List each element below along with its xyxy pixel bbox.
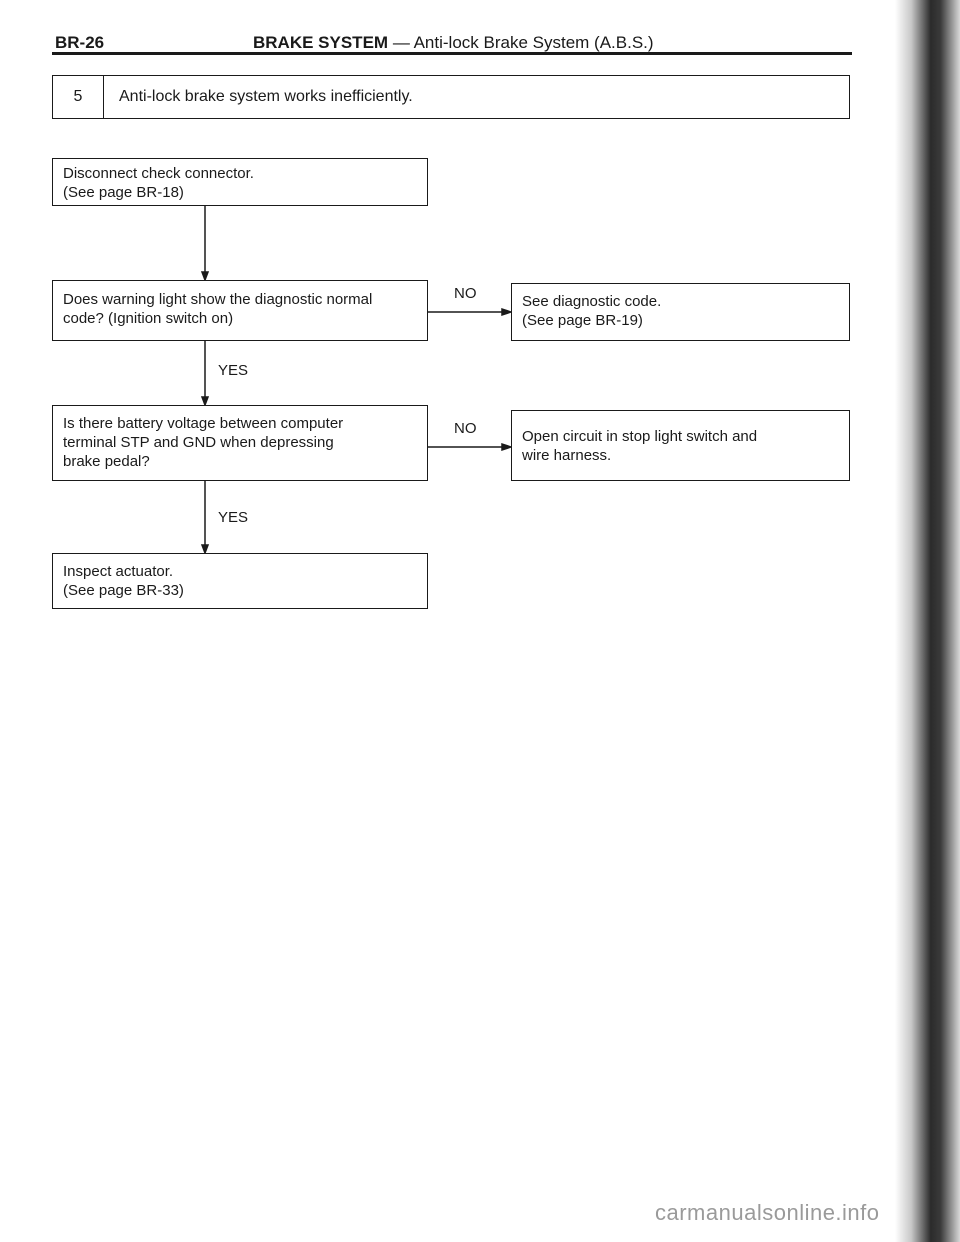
page-number: BR-26 <box>55 33 105 52</box>
page-binding-edge <box>895 0 960 1242</box>
step-text: See diagnostic code. <box>522 293 662 310</box>
step-text: code? (Ignition switch on) <box>63 310 234 327</box>
no-label: NO <box>454 285 477 302</box>
yes-label: YES <box>218 362 249 379</box>
no-label: NO <box>454 420 477 437</box>
problem-number: 5 <box>53 76 104 118</box>
section-subtitle: — Anti-lock Brake System (A.B.S.) <box>392 33 654 52</box>
step-text: Disconnect check connector. <box>63 165 254 182</box>
step-text: (See page BR-18) <box>63 184 184 201</box>
step-text: (See page BR-33) <box>63 582 184 599</box>
problem-text: Anti-lock brake system works inefficiently. <box>119 88 413 105</box>
step-text: terminal STP and GND when depressing <box>63 434 334 451</box>
step-disconnect-check-connector <box>52 158 428 206</box>
step-text: Open circuit in stop light switch and <box>522 428 758 445</box>
result-open-circuit <box>511 410 850 481</box>
result-see-diagnostic-code <box>511 283 850 341</box>
yes-label: YES <box>218 509 249 526</box>
step-battery-voltage-question <box>52 405 428 481</box>
step-text: Does warning light show the diagnostic normal <box>63 291 373 308</box>
step-text: (See page BR-19) <box>522 312 643 329</box>
step-text: wire harness. <box>522 447 612 464</box>
section-title: BRAKE SYSTEM <box>253 33 389 52</box>
step-warning-light-question <box>52 280 428 341</box>
step-text: Inspect actuator. <box>63 563 174 580</box>
watermark: carmanualsonline.info <box>655 1200 880 1225</box>
step-inspect-actuator <box>52 553 428 609</box>
step-text: brake pedal? <box>63 453 150 470</box>
step-text: Is there battery voltage between computer <box>63 415 344 432</box>
